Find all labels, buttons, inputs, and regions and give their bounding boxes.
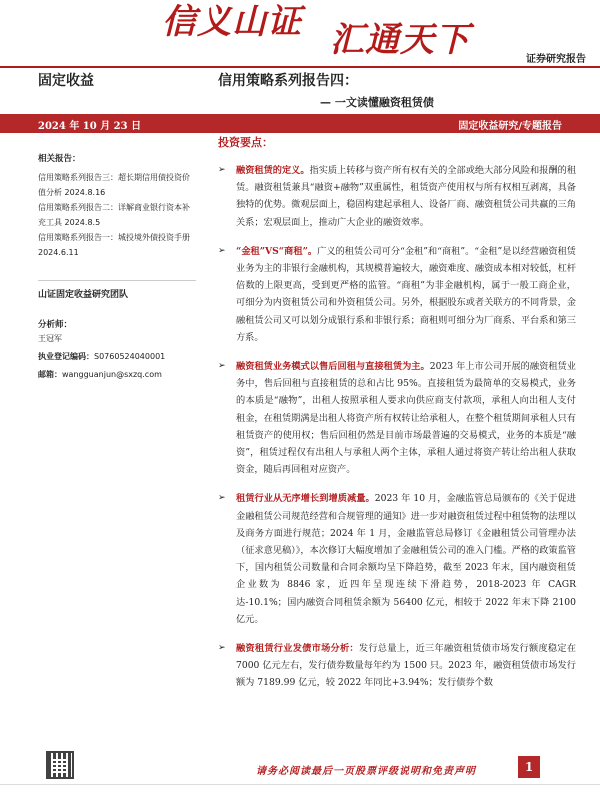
key-point-regulation — [218, 490, 576, 628]
bullet-icon: ➢ — [218, 245, 226, 256]
header-divider — [0, 66, 600, 68]
key-points-heading: 投资要点： — [218, 136, 273, 149]
point-body: 指实质上转移与资产所有权有关的全部或绝大部分风险和报酬的租赁。融资租赁兼具“融资+融物”双重属性，租赁资产使用权与所有权相互剥离，具备独特的优势。微观层面上，稳固构建起承租人、设备厂商、融资租赁公司共赢的三角关系；宏观层面上，推动广大企业的融资效率。 — [236, 165, 577, 228]
point-highlight: 租赁行业从无序增长到增质减量。 — [236, 493, 375, 505]
point-highlight: 融资租赁业务模式以售后回租与直接租赁为主。 — [236, 361, 430, 373]
license-label: 执业登记编码： — [38, 352, 94, 361]
point-highlight: “金租”VS“商租”。 — [236, 245, 318, 257]
brand-slogan-left: 信义山证 — [162, 2, 302, 42]
related-report-link[interactable]: 信用策略系列报告三：超长期信用债投资价值分析 2024.8.16 — [38, 173, 190, 197]
email-line — [38, 366, 196, 384]
report-category: 固定收益 — [38, 73, 94, 89]
point-highlight: 融资租赁行业发债市场分析： — [236, 643, 359, 655]
key-point-jinzu-vs-shangzu — [218, 243, 576, 346]
point-body: 2023 年上市公司开展的融资租赁业务中，售后回租与直接租赁的总和占比 95%。直接租赁为最简单的交易模式，业务的本质是“融物”，出租人按照承租人要求向供应商支付款项，承租人向出租人支付租金，在租赁期满是出租人将资产所有权转让给承租人，在整个租赁期间承租人只有租赁资产的使用权；售后回租仍然是目前市场最普遍的交易模式，业务的本质是“融资”，租赁过程仅有出租人与承租人两个主体，承租人通过将资产转让给出租人获取资金，随后再回租对应资产。 — [236, 361, 576, 476]
research-team: 山证固定收益研究团队 — [38, 280, 196, 300]
report-type-label: 证券研究报告 — [526, 54, 586, 65]
license-line — [38, 348, 196, 366]
header-banner — [0, 0, 600, 66]
email-label: 邮箱： — [38, 370, 62, 379]
point-body: 广义的租赁公司可分“金租”和“商租”。“金租”是以经营融资租赁业务为主的非银行金融机构，其规模普遍较大，融资难度、融资成本相对较低，杠杆倍数的上限更高，受到更严格的监管。“商租”为非金融机构，属于一般工商企业，可细分为内资租赁公司和外资租赁公司。另外，根据股东或者关联方的不同背景，金融租赁公司又可以划分成银行系和非银行系；商租则可细分为厂商系、平台系和第三方系。 — [236, 245, 576, 343]
analyst-name: 王冠军 — [38, 334, 62, 343]
footer-divider — [0, 784, 600, 785]
report-subtitle: — 一文读懂融资租赁债 — [320, 96, 434, 109]
related-report-link[interactable]: 信用策略系列报告一：城投境外债投资手册 2024.6.11 — [38, 233, 190, 257]
point-highlight: 融资租赁的定义。 — [236, 165, 310, 176]
bullet-icon: ➢ — [218, 493, 226, 504]
key-point-business-model — [218, 358, 576, 478]
analyst-block — [38, 318, 196, 384]
key-point-bond-market — [218, 640, 576, 692]
report-title: 信用策略系列报告四： — [218, 73, 358, 89]
license-number: S0760524040001 — [94, 352, 166, 361]
related-report-link[interactable]: 信用策略系列报告二：详解商业银行资本补充工具 2024.8.5 — [38, 203, 190, 227]
analyst-heading: 分析师： — [38, 320, 73, 330]
brand-slogan-right: 汇通天下 — [330, 20, 470, 60]
footer-disclaimer: 请务必阅读最后一页股票评级说明和免责声明 — [256, 766, 476, 777]
qr-code-icon — [46, 751, 74, 779]
sidebar — [38, 152, 196, 384]
main-content — [218, 134, 576, 692]
related-reports-heading: 相关报告： — [38, 154, 81, 164]
point-body: 发行总量上，近三年融资租赁债市场发行额度稳定在 7000 亿元左右，发行债券数量每年约为 1500 只。2023 年，融资租赁债市场发行额为 7189.99 亿元，较 2022 年同比+3.94%；发行债券个数 — [236, 643, 577, 689]
analyst-email[interactable]: wangguanjun@sxzq.com — [62, 370, 162, 379]
page-number: 1 — [518, 756, 540, 778]
bullet-icon: ➢ — [218, 643, 226, 654]
point-body: 2023 年 10 月，金融监管总局颁布的《关于促进金融租赁公司规范经营和合规管理的通知》进一步对融资租赁过程中租赁物的法理以及商务方面进行规范；2024 年 1 月，金融监管总局修订《金融租赁公司管理办法（征求意见稿）》，本次修订大幅度增加了金融租赁公司的准入门槛。严格的政策监管下，国内租赁公司数量和合同余额均呈下降趋势，截至 2023 年末，国内融资租赁企业数为 8846 家，近四年呈现连续下滑趋势，2018-2023 年 CAGR 达-10.1%；国内融资合同租赁余额为 56400 亿元，相较于 2022 年末下降 2100 亿元。 — [236, 493, 576, 625]
bullet-icon: ➢ — [218, 165, 226, 175]
key-point-definition — [218, 162, 576, 231]
bullet-icon: ➢ — [218, 361, 226, 372]
report-date: 2024 年 10 月 23 日 — [38, 121, 142, 132]
report-classification: 固定收益研究/专题报告 — [458, 121, 562, 132]
